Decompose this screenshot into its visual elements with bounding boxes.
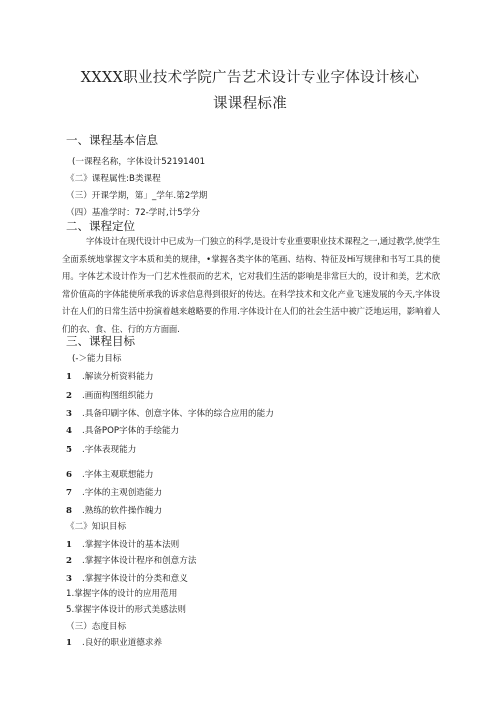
list-item: 1.掌握字体的设计的应用范用 — [66, 589, 178, 599]
list-item: 1 .掌握字体设计的基本法则 — [66, 540, 180, 550]
list-item: 4 .具备POP字体的手绘能力 — [66, 426, 180, 436]
list-item: 2 .掌握字体设计程序和创意方法 — [66, 556, 197, 566]
list-item: 6 .字体主观联想能力 — [66, 470, 154, 480]
course-semester-line: （三）开课学期，第」_学年.第2学期 — [66, 191, 208, 201]
section-1-heading: 一、课程基本信息 — [66, 133, 158, 147]
list-item: 3 .掌握字体设计的分类和意义 — [66, 574, 188, 584]
list-item: 2 .画面构图组织能力 — [66, 391, 154, 401]
course-positioning-paragraph: 字体设计在现代设计中已成为一门独立的科学,是设计专业重要职业技术课程之一,通过教学,使学生全面系统地掌握文字本质和美的规律，•掌握各类字体的笔画、结构、特征及Hi写规律和书写工具的使用。字体艺术设计作为一门艺术性很而的艺术，它对我们生活的影响是非常巨大的，设计和美，艺术欣常价值高的字体能使所承我的诉求信息得到很好的传达。在科学技术和文化产业飞速发展的今天,字体设计在人们的日常生活中扮演着越来越略要的作用.字体设计在人们的社会生活中被广泛地运用，影响着人们的衣、食、住、行的方方面面. — [62, 236, 440, 334]
list-item: 3 .具备印刷字体、创意字体、字体的综合应用的能力 — [66, 409, 274, 419]
document-title-line-2: 课课程标准 — [213, 96, 287, 112]
course-hours-line: （四）基准学时：72-学时,计5学分 — [66, 208, 200, 218]
list-item: 1 .解读分析资料能力 — [66, 372, 154, 382]
section-3-heading: 三、课程目标 — [66, 334, 135, 348]
list-item: 5.掌握字体设计的形式美感法则 — [66, 605, 186, 615]
course-name-line: (一课程名称，字体设计52191401 — [72, 157, 206, 167]
list-item: 7 .字体的主观创造能力 — [66, 488, 163, 498]
list-item: 1 .良好的职业道德求养 — [66, 638, 163, 648]
ability-goals-heading: (-＞能力目标 — [72, 354, 122, 364]
document-title-line-1: XXXX职业技术学院广告艺术设计专业字体设计核心 — [80, 70, 420, 86]
list-item: 8 .熟练的软件操作魄力 — [66, 506, 163, 516]
attitude-goals-heading: （三）态度目标 — [66, 622, 127, 632]
section-2-heading: 二、课程定位 — [66, 219, 135, 233]
knowledge-goals-heading: 《二》知识目标 — [66, 522, 127, 532]
course-attribute-line: 《二》课程属性:B类课程 — [66, 174, 161, 184]
list-item: 5 .字体表现能力 — [66, 445, 137, 455]
